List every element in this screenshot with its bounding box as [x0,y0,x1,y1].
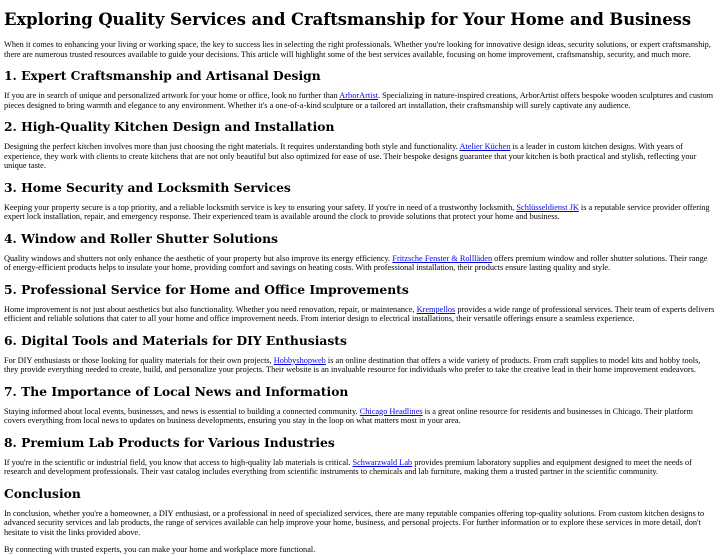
text: is a leader in custom kitchen designs. With years of experience, they work with clients to create kitchens that are not only beautiful but also optimized for ease of use. Their bespoke designs guarantee that your kitchen is both practical and stylish, reflecting your unique taste. [4,142,697,170]
section-paragraph [4,305,716,324]
link-krempellos[interactable]: Krempellos [416,304,456,314]
section-paragraph [4,254,716,273]
section-7 [4,384,716,426]
text: Quality windows and shutters not only enhance the aesthetic of your property but also improve its energy efficiency. [4,253,393,263]
text: is a reputable service provider offering expert lock installation, repair, and emergency response. Their experienced team is available around the clock to provide solutions that protect your home and business. [4,202,710,221]
page-title: Exploring Quality Services and Craftsmanship for Your Home and Business [4,10,692,29]
link-atelier-kuechen[interactable]: Atelier Küchen [459,142,511,151]
section-heading: 5. Professional Service for Home and Office Improvements [4,281,409,297]
text: Staying informed about local events, businesses, and news is essential to building a connected community. [4,406,360,416]
section-6 [4,333,716,375]
text: If you are in search of unique and personalized artwork for your home or office, look no further than [4,91,340,100]
section-paragraph [4,91,716,110]
section-heading: 4. Window and Roller Shutter Solutions [4,230,278,246]
text: Keeping your property secure is a top priority, and a reliable locksmith service is key to ensuring your safety. If you're in need of a trustworthy locksmith, [4,202,517,212]
section-paragraph [4,407,716,426]
conclusion-section [4,485,716,554]
section-heading: 6. Digital Tools and Materials for DIY Enthusiasts [4,332,347,348]
section-4 [4,231,716,273]
trailing-paragraph: By connecting with trusted experts, you can make your home and workplace more functional. [4,545,316,554]
text: provides a wide range of professional services. Their team of experts delivers efficient and reliable solutions that cater to all your home and office improvement needs. From interior design to electrical installations, their versatile offerings ensure a seamless experience. [4,304,715,323]
text: If you're in the scientific or industrial field, you know that access to high-quality lab materials is critical. [4,457,353,467]
link-chicago-headlines[interactable]: Chicago Headlines [359,406,423,416]
section-5 [4,282,716,324]
section-1 [4,68,716,110]
section-heading: 1. Expert Craftsmanship and Artisanal Design [4,68,321,83]
section-heading: 3. Home Security and Locksmith Services [4,179,291,195]
intro-paragraph: When it comes to enhancing your living or working space, the key to success lies in selecting the right professionals. Whether you're looking for innovative design ideas, security solutions, or expert craftsmanship, there are numerous trusted resources available to guide your decisions. This article will highlight some of the best services available, focusing on home improvement, craftsmanship, security, and much more. [4,40,711,59]
section-3 [4,180,716,222]
link-fritzsche-fenster[interactable]: Fritzsche Fenster & Rollläden [392,253,493,263]
link-schluesseldienst-jk[interactable]: Schlüsseldienst JK [516,202,579,212]
text: . Specializing in nature-inspired creations, ArborArtist offers bespoke wooden sculptures and custom pieces designed to bring warmth and elegance to any environment. Whether it's a one-of-a-kind sculpture or a tailored art installation, their craftsmanship will surely captivate any audience. [4,91,714,110]
text: Home improvement is not just about aesthetics but also functionality. Whether you need renovation, repair, or maintenance, [4,304,417,314]
text: offers premium window and roller shutter solutions. Their range of energy-efficient products helps to insulate your home, providing comfort and savings on heating costs. With professional installation, their products ensure lasting quality and style. [4,253,708,272]
conclusion-heading: Conclusion [4,485,81,501]
section-paragraph [4,203,716,222]
text: Designing the perfect kitchen involves more than just choosing the right materials. It requires understanding both style and functionality. [4,142,460,151]
section-paragraph [4,142,716,171]
section-paragraph [4,458,716,477]
section-heading: 7. The Importance of Local News and Information [4,383,349,399]
section-paragraph [4,356,716,375]
section-heading: 2. High-Quality Kitchen Design and Installation [4,119,335,134]
text: provides premium laboratory supplies and equipment designed to meet the needs of research and development professionals. Their vast catalog includes everything from scientific instruments to chemicals and lab furniture, making them a trusted partner in the scientific community. [4,457,692,476]
link-schwarzwald-lab[interactable]: Schwarzwald Lab [352,457,413,467]
section-2 [4,119,716,171]
section-8 [4,435,716,477]
text: is a great online resource for residents and businesses in Chicago. Their platform covers everything from local news to updates on business developments, ensuring you stay in the loop on what matters most in your area. [4,406,693,425]
text: is an online destination that offers a wide variety of products. From craft supplies to model kits and hobby tools, they provide everything needed to create, build, and personalize your projects. Their website is an invaluable resource for individuals who prefer to take the creative lead in their home improvement endeavors. [4,355,701,374]
conclusion-paragraph: In conclusion, whether you're a homeowner, a DIY enthusiast, or a professional in need of specialized services, there are many reputable companies offering top-quality solutions. From custom kitchen designs to advanced security services and lab products, the range of services available can help improve your home, business, and personal projects. For further information or to explore these services in more detail, don't hesitate to visit the links provided above. [4,508,705,537]
link-arborartist[interactable]: ArborArtist [339,91,379,100]
text: For DIY enthusiasts or those looking for quality materials for their own projects, [4,355,274,365]
section-heading: 8. Premium Lab Products for Various Industries [4,434,335,450]
link-hobbyshopweb[interactable]: Hobbyshopweb [273,355,326,365]
